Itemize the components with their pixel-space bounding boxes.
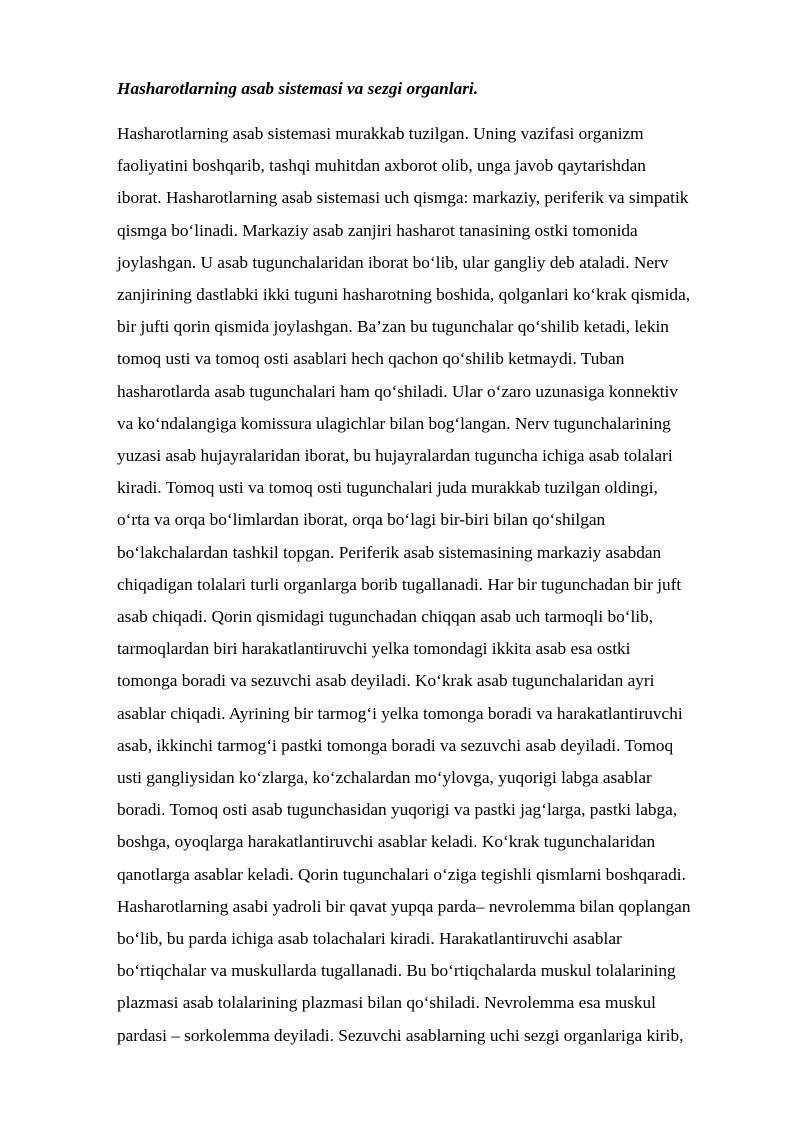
body-paragraph: Hasharotlarning asab sistemasi murakkab tuzilgan. Uning vazifasi organizm faoliyatini boshqarib, tashqi muhitdan axborot olib, unga javob qaytarishdan iborat. Hasharotlarning asab sistemasi uch qismga: markaziy, periferik va simpatik qismga boʻlinadi. Markaziy asab zanjiri hasharot tanasining ostki tomonida joylashgan. U asab tugunchalaridan iborat boʻlib, ular gangliy deb ataladi. Nerv zanjirining dastlabki ikki tuguni hasharotning boshida, qolganlari koʻkrak qismida, bir jufti qorin qismida joylashgan. Ba’zan bu tugunchalar qoʻshilib ketadi, lekin tomoq usti va tomoq osti asablari hech qachon qoʻshilib ketmaydi. Tuban hasharotlarda asab tugunchalari ham qoʻshiladi. Ular oʻzaro uzunasiga konnektiv va koʻndalangiga komissura ulagichlar bilan bogʻlangan. Nerv tugunchalarining yuzasi asab hujayralaridan iborat, bu hujayralardan tuguncha ichiga asab tolalari kiradi. Tomoq usti va tomoq osti tugunchalari juda murakkab tuzilgan oldingi, oʻrta va orqa boʻlimlardan iborat, orqa boʻlagi bir-biri bilan qoʻshilgan boʻlakchalardan tashkil topgan. Periferik asab sistemasining markaziy asabdan chiqadigan tolalari turli organlarga borib tugallanadi. Har bir tugunchadan bir juft asab chiqadi. Qorin qismidagi tugunchadan chiqqan asab uch tarmoqli boʻlib, tarmoqlardan biri harakatlantiruvchi yelka tomondagi ikkita asab esa ostki tomonga boradi va sezuvchi asab deyiladi. Koʻkrak asab tugunchalaridan ayri asablar chiqadi. Ayrining bir tarmogʻi yelka tomonga boradi va harakatlantiruvchi asab, ikkinchi tarmogʻi pastki tomonga boradi va sezuvchi asab deyiladi. Tomoq usti gangliysidan koʻzlarga, koʻzchalardan moʻylovga, yuqorigi labga asablar boradi. Tomoq osti asab tugunchasidan yuqorigi va pastki jagʻlarga, pastki labga, boshga, oyoqlarga harakatlantiruvchi asablar keladi. Koʻkrak tugunchalaridan qanotlarga asablar keladi. Qorin tugunchalari oʻziga tegishli qismlarni boshqaradi. Hasharotlarning asabi yadroli bir qavat yupqa parda– nevrolemma bilan qoplangan boʻlib, bu parda ichiga asab tolachalari kiradi. Harakatlantiruvchi asablar boʻrtiqchalar va muskullarda tugallanadi. Bu boʻrtiqchalarda muskul tolalarining plazmasi asab tolalarining plazmasi bilan qoʻshiladi. Nevrolemma esa muskul pardasi – sorkolemma deyiladi. Sezuvchi asablarning uchi sezgi organlariga kirib, [117,124,691,1045]
document-page [117,74,745,1052]
document-title: Hasharotlarning asab sistemasi va sezgi organlari. [117,79,479,98]
